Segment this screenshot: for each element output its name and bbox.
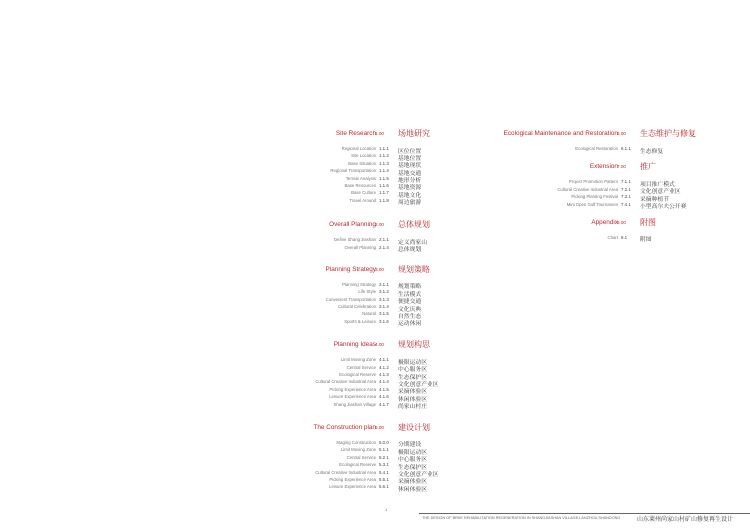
entry-title-cn: 基地位置 — [398, 155, 422, 162]
toc-entry[interactable] — [510, 179, 750, 186]
section-title-cn: 生态维护与修复 — [640, 129, 696, 138]
entry-title-en: Site Location — [351, 153, 376, 159]
entry-title-cn: 中心服务区 — [398, 457, 427, 464]
entry-title-cn: 附图 — [640, 237, 652, 244]
toc-entry[interactable] — [268, 304, 508, 311]
entry-title-en: Terrain Analysis — [345, 175, 376, 181]
entry-title-cn: 总体规划 — [398, 247, 422, 254]
section-title-cn: 场地研究 — [398, 129, 430, 138]
toc-entry[interactable] — [268, 357, 508, 364]
entry-title-en: Regional Location — [341, 146, 376, 151]
toc-entry[interactable] — [268, 153, 508, 160]
toc-entry[interactable] — [268, 440, 508, 447]
section-title-en: Planning Strategy — [325, 265, 376, 273]
section-heading[interactable] — [268, 422, 508, 436]
entry-number: 1.1.7 — [379, 190, 389, 196]
entry-title-cn: 生态修复 — [640, 148, 664, 155]
section-number: 1.00 — [375, 131, 384, 136]
toc-entry[interactable] — [268, 245, 508, 252]
entry-number: 7.3.1 — [621, 194, 631, 200]
entry-title-cn: 运动休闲 — [398, 321, 422, 328]
toc-right-column — [503, 128, 750, 244]
section-number: 7.00 — [617, 164, 626, 170]
entry-title-en: Life Style — [358, 289, 376, 295]
entry-title-en: Picking Planting Festival — [571, 194, 618, 200]
entry-number: 3.1.2 — [379, 289, 389, 295]
entry-number: 5.5.1 — [379, 476, 389, 482]
entry-title-en: Central Service — [346, 364, 376, 370]
entry-title-cn: 极限运动区 — [398, 449, 427, 456]
section-heading[interactable] — [268, 128, 508, 142]
entry-number: 5.0.0 — [379, 439, 389, 445]
toc-entry[interactable] — [510, 235, 750, 242]
entry-number: 4.1.1 — [379, 357, 389, 363]
toc-entry[interactable] — [268, 297, 508, 304]
entry-title-en: Cultural Celebration — [338, 304, 376, 310]
toc-entry[interactable] — [510, 202, 750, 209]
section-title-cn: 附图 — [640, 217, 656, 227]
section-heading[interactable] — [503, 128, 750, 142]
entry-title-cn: 采摘体验区 — [398, 389, 427, 396]
entry-number: 1.1.2 — [379, 153, 389, 159]
entry-number: 5.4.1 — [379, 469, 389, 475]
toc-entry[interactable] — [510, 194, 750, 201]
toc-entry[interactable] — [268, 447, 508, 454]
entry-number: 6.1.1 — [621, 146, 631, 151]
toc-entry[interactable] — [268, 168, 508, 175]
toc-section — [268, 128, 508, 205]
entry-title-cn: 分期建设 — [398, 442, 422, 449]
entry-title-cn: 极限运动区 — [398, 359, 427, 366]
entry-number: 4.1.5 — [379, 386, 389, 392]
entry-title-en: Staging Construction — [336, 439, 376, 445]
entry-number: 5.1.1 — [379, 447, 389, 453]
entry-number: 4.1.6 — [379, 394, 389, 400]
entry-title-cn: 文化创意产业区 — [398, 472, 439, 479]
entry-title-cn: 定义尚家山 — [398, 239, 427, 246]
section-number: 5.00 — [375, 424, 384, 430]
footer-caption-en: THE DESIGN OF BRKE REHABILITATION REGENERATION IN SHANGJIASHAN VILLAGE,LANZHOU,SHANDONG — [422, 516, 621, 520]
toc-section — [503, 128, 750, 155]
entry-title-en: Cultural Creative Industrial Area — [315, 469, 376, 475]
toc-entry[interactable] — [268, 198, 508, 205]
entry-number: 5.2.1 — [379, 454, 389, 460]
entry-title-en: Sports & Leisure — [344, 318, 376, 324]
toc-section — [510, 217, 750, 242]
section-title-en: Appendix — [591, 218, 618, 226]
section-heading[interactable] — [510, 161, 750, 175]
section-heading[interactable] — [510, 217, 750, 231]
entry-number: 1.1.3 — [379, 160, 389, 166]
entry-title-en: Ecological Restoration — [575, 146, 618, 151]
entry-title-cn: 休闲体验区 — [398, 486, 427, 493]
entry-title-cn: 规划策略 — [398, 284, 422, 291]
entry-title-en: Chart — [607, 234, 618, 240]
toc-entry[interactable] — [268, 387, 508, 394]
section-title-cn: 推广 — [640, 162, 656, 172]
section-title-en: Overall Planning — [329, 221, 376, 229]
entry-number: 1.1.1 — [379, 146, 389, 151]
entry-title-cn: 项目推广模式 — [640, 181, 675, 188]
entry-number: 4.1.4 — [379, 379, 389, 385]
section-title-en: Extension — [589, 163, 618, 171]
section-number: 3.00 — [375, 266, 384, 272]
section-number: 4.00 — [375, 342, 384, 348]
entry-title-en: Mini Open Golf Tournamen — [566, 201, 618, 207]
toc-entry[interactable] — [268, 402, 508, 409]
toc-section — [268, 264, 508, 326]
entry-number: 3.1.1 — [379, 281, 389, 287]
toc-section — [510, 161, 750, 209]
entry-number: 3.1.5 — [379, 311, 389, 317]
toc-entry[interactable] — [268, 237, 508, 244]
entry-title-cn: 中心服务区 — [398, 367, 427, 374]
entry-title-en: Picking Experience Area — [329, 476, 376, 482]
entry-title-cn: 生态保护区 — [398, 374, 427, 381]
entry-title-cn: 基地现状 — [398, 163, 422, 170]
footer-caption-cn: 山东莱州尚家山村矿山修复再生设计 — [637, 517, 734, 523]
section-number: 8.00 — [617, 219, 626, 225]
entry-number: 2.1.1 — [379, 237, 389, 243]
entry-title-en: Limit Moving Zone — [340, 447, 376, 453]
entry-number: 1.1.8 — [379, 197, 389, 203]
entry-number: 8.1 — [621, 234, 628, 240]
entry-title-en: Planning Strategy — [342, 281, 376, 287]
entry-number: 3.1.3 — [379, 296, 389, 302]
entry-title-en: Central Service — [346, 454, 376, 460]
entry-title-en: Limit Moving Zone — [340, 357, 376, 363]
entry-title-en: Ecological Reserve — [339, 372, 376, 378]
entry-title-en: Ecological Reserve — [339, 462, 376, 468]
entry-number: 1.1.6 — [379, 182, 389, 188]
toc-entry[interactable] — [268, 477, 508, 484]
entry-title-cn: 休闲体验区 — [398, 396, 427, 403]
toc-entry[interactable] — [510, 187, 750, 194]
section-heading[interactable] — [268, 264, 508, 278]
entry-number: 5.6.1 — [379, 484, 389, 490]
entry-title-en: Define Shang Jiashan — [333, 237, 376, 243]
entry-title-cn: 基地文化 — [398, 192, 422, 199]
entry-title-en: Base Resources — [344, 182, 376, 188]
section-title-en: The Construction plan — [313, 423, 376, 431]
toc-entry[interactable] — [268, 455, 508, 462]
entry-title-cn: 基地资源 — [398, 185, 422, 192]
entry-title-en: Base Situation — [348, 160, 376, 166]
section-title-en: Site Research — [335, 130, 376, 137]
toc-entry[interactable] — [268, 183, 508, 190]
toc-section — [268, 219, 508, 252]
toc-entry[interactable] — [268, 484, 508, 491]
entry-number: 4.1.2 — [379, 364, 389, 370]
toc-entry[interactable] — [268, 282, 508, 289]
entry-title-en: Leisure Experience Area — [329, 484, 376, 490]
entry-number: 4.1.7 — [379, 401, 389, 407]
entry-title-en: Base Culture — [351, 190, 376, 196]
entry-title-cn: 地形分析 — [398, 178, 422, 185]
entry-title-cn: 采摘体验区 — [398, 479, 427, 486]
toc-entry[interactable] — [268, 394, 508, 401]
entry-title-cn: 小型高尔夫公开赛 — [640, 204, 687, 211]
entry-title-cn: 自然生态 — [398, 313, 422, 320]
section-title-cn: 总体规划 — [398, 220, 430, 230]
toc-entry[interactable] — [268, 470, 508, 477]
entry-title-cn: 采摘种植节 — [640, 196, 669, 203]
entry-title-cn: 便捷交通 — [398, 299, 422, 306]
section-title-cn: 规划构思 — [398, 340, 430, 350]
toc-entry[interactable] — [268, 319, 508, 326]
toc-entry[interactable] — [268, 190, 508, 197]
toc-entry[interactable] — [268, 161, 508, 168]
entry-title-en: Cultural Creative Industrial Area — [557, 186, 618, 192]
toc-entry[interactable] — [510, 146, 750, 153]
entry-number: 4.1.3 — [379, 372, 389, 378]
section-number: 6.00 — [617, 131, 626, 136]
entry-number: 7.1.1 — [621, 179, 631, 185]
entry-number: 3.1.6 — [379, 318, 389, 324]
toc-section — [268, 422, 508, 492]
page-number: 1 — [385, 507, 388, 512]
entry-title-cn: 周边旅游 — [398, 200, 422, 207]
entry-title-en: Leisure Experience Area — [329, 394, 376, 400]
entry-title-cn: 文化庆典 — [398, 306, 422, 313]
toc-entry[interactable] — [268, 462, 508, 469]
section-title-cn: 建设计划 — [398, 422, 430, 432]
section-title-cn: 规划策略 — [398, 264, 430, 274]
entry-title-en: Project Promotion Pattern — [568, 179, 618, 185]
entry-title-en: Convenient Transportation — [325, 296, 376, 302]
entry-number: 2.1.4 — [379, 244, 389, 250]
entry-title-en: Shang Jiashan Village — [333, 401, 376, 407]
entry-number: 1.1.4 — [379, 168, 389, 174]
section-title-en: Planning Ideas — [333, 341, 376, 349]
toc-left-column — [268, 128, 508, 492]
entry-title-cn: 文化创意产业区 — [398, 381, 439, 388]
entry-title-cn: 文化创意产业区 — [640, 189, 681, 196]
entry-number: 7.2.1 — [621, 186, 631, 192]
entry-title-en: Regional Transportation — [330, 168, 376, 174]
entry-title-cn: 生活模式 — [398, 291, 422, 298]
section-heading[interactable] — [268, 339, 508, 353]
entry-number: 7.4.1 — [621, 201, 631, 207]
entry-title-en: Cultural Creative Industrial Area — [315, 379, 376, 385]
entry-number: 5.3.1 — [379, 462, 389, 468]
entry-number: 1.1.5 — [379, 175, 389, 181]
toc-entry[interactable] — [268, 379, 508, 386]
toc-entry[interactable] — [268, 176, 508, 183]
entry-title-en: Natural — [362, 311, 376, 317]
section-heading[interactable] — [268, 219, 508, 233]
toc-section — [268, 339, 508, 409]
toc-entry[interactable] — [268, 365, 508, 372]
entry-number: 3.1.4 — [379, 304, 389, 310]
entry-title-en: Picking Experience Area — [329, 386, 376, 392]
entry-title-cn: 尚家山村庄 — [398, 404, 427, 411]
entry-title-en: Overall Planning — [344, 244, 376, 250]
section-number: 2.00 — [375, 222, 384, 228]
toc-entry[interactable] — [268, 289, 508, 296]
toc-entry[interactable] — [268, 146, 508, 153]
entry-title-cn: 区位位置 — [398, 148, 422, 155]
section-title-en: Ecological Maintenance and Restoration — [503, 130, 618, 137]
entry-title-cn: 基地交通 — [398, 170, 422, 177]
toc-entry[interactable] — [268, 372, 508, 379]
entry-title-cn: 生态保护区 — [398, 464, 427, 471]
toc-entry[interactable] — [268, 311, 508, 318]
entry-title-en: Travel Around — [349, 197, 376, 203]
